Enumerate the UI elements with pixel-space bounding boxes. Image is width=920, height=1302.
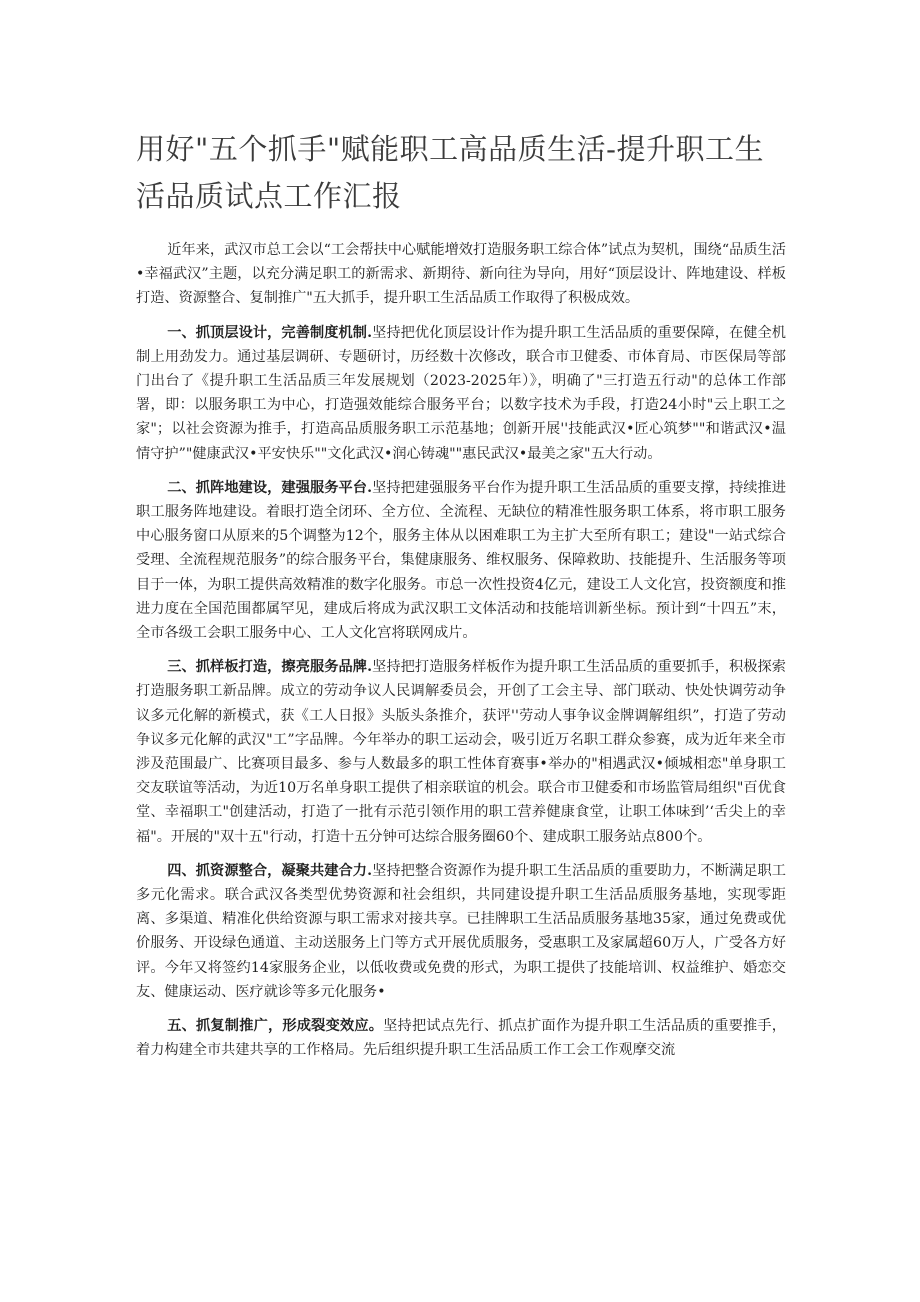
section-5-paragraph (136, 1014, 786, 1062)
section-1-heading: 一、抓顶层设计，完善制度机制. (167, 324, 373, 341)
section-4-paragraph (136, 859, 786, 1004)
section-1-body: 坚持把优化顶层设计作为提升职工生活品质的重要保障，在健全机制上用劲发力。通过基层调研、专题研讨，历经数十次修改，联合市卫健委、市体育局、市医保局等部门出台了《提升职工生活品质三年发展规划（2023-2025年）》，明确了"三打造五行动"的总体工作部署，即：以服务职工为中心，打造强效能综合服务平台；以数字技术为手段，打造24小时"云上职工之家"；以社会资源为推手，打造高品质服务职工示范基地；创新开展''技能武汉•匠心筑梦""和谐武汉•温情守护”"健康武汉•平安快乐""文化武汉•润心铸魂""惠民武汉•最美之家"五大行动。 (136, 324, 786, 462)
section-4-body: 坚持把整合资源作为提升职工生活品质的重要助力，不断满足职工多元化需求。联合武汉各类型优势资源和社会组织，共同建设提升职工生活品质服务基地，实现零距离、多渠道、精准化供给资源与职工需求对接共享。已挂牌职工生活品质服务基地35家，通过免费或优价服务、开设绿色通道、主动送服务上门等方式开展优质服务，受惠职工及家属超60万人，广受各方好评。今年又将签约14家服务企业，以低收费或免费的形式，为职工提供了技能培训、权益维护、婚恋交友、健康运动、医疗就诊等多元化服务• (136, 862, 786, 1000)
document-title: 用好"五个抓手"赋能职工高品质生活-提升职工生活品质试点工作汇报 (136, 132, 764, 213)
section-4-heading: 四、抓资源整合，凝聚共建合力. (167, 862, 373, 879)
section-2-heading: 二、抓阵地建设，建强服务平台. (167, 479, 373, 496)
section-1-paragraph (136, 321, 786, 466)
section-3-body: 坚持把打造服务样板作为提升职工生活品质的重要抓手，积极探索打造服务职工新品牌。成立的劳动争议人民调解委员会，开创了工会主导、部门联动、快处快调劳动争议多元化解的新模式，获《工人日报》头版头条推介，获评''劳动人事争议金牌调解组织”，打造了劳动争议多元化解的武汉"工”字品牌。今年举办的职工运动会，吸引近万名职工群众参赛，成为近年来全市涉及范围最广、比赛项目最多、参与人数最多的职工性体育赛事•举办的"相遇武汉•倾城相恋"单身职工交友联谊等活动，为近10万名单身职工提供了相亲联谊的机会。联合市卫健委和市场监管局组织"百优食堂、幸福职工"创建活动，打造了一批有示范引领作用的职工营养健康食堂，让职工体味到’‘舌尖上的幸福"。开展的"双十五"行动，打造十五分钟可达综合服务圈60个、建成职工服务站点800个。 (136, 659, 786, 845)
section-5-body: 坚持把试点先行、抓点扩面作为提升职工生活品质的重要推手，着力构建全市共建共享的工作格局。先后组织提升职工生活品质工作工会工作观摩交流 (136, 1018, 786, 1059)
section-5-heading: 五、抓复制推广，形成裂变效应。 (167, 1018, 384, 1035)
section-3-paragraph (136, 655, 786, 849)
document-page (136, 126, 786, 1073)
section-2-paragraph (136, 476, 786, 645)
section-3-heading: 三、抓样板打造，擦亮服务品牌. (167, 659, 373, 676)
intro-paragraph: 近年来，武汉市总工会以“工会帮扶中心赋能增效打造服务职工综合体”试点为契机，围绕“品质生活•幸福武汉”主题，以充分满足职工的新需求、新期待、新向往为导向，用好“顶层设计、阵地建设、样板打造、资源整合、复制推广"五大抓手，提升职工生活品质工作取得了积极成效。 (136, 242, 786, 307)
section-2-body: 坚持把建强服务平台作为提升职工生活品质的重要支撑，持续推进职工服务阵地建设。着眼打造全闭环、全方位、全流程、无缺位的精准性服务职工体系，将市职工服务中心服务窗口从原来的5个调整为12个，服务主体从以困难职工为主扩大至所有职工；建设"一站式综合受理、全流程规范服务”的综合服务平台，集健康服务、维权服务、保障救助、技能提升、生活服务等项目于一体，为职工提供高效精准的数字化服务。市总一次性投资4亿元，建设工人文化宫，投资额度和推进力度在全国范围都属罕见，建成后将成为武汉职工文体活动和技能培训新坐标。预计到“十四五”末，全市各级工会职工服务中心、工人文化宫将联网成片。 (136, 479, 786, 642)
